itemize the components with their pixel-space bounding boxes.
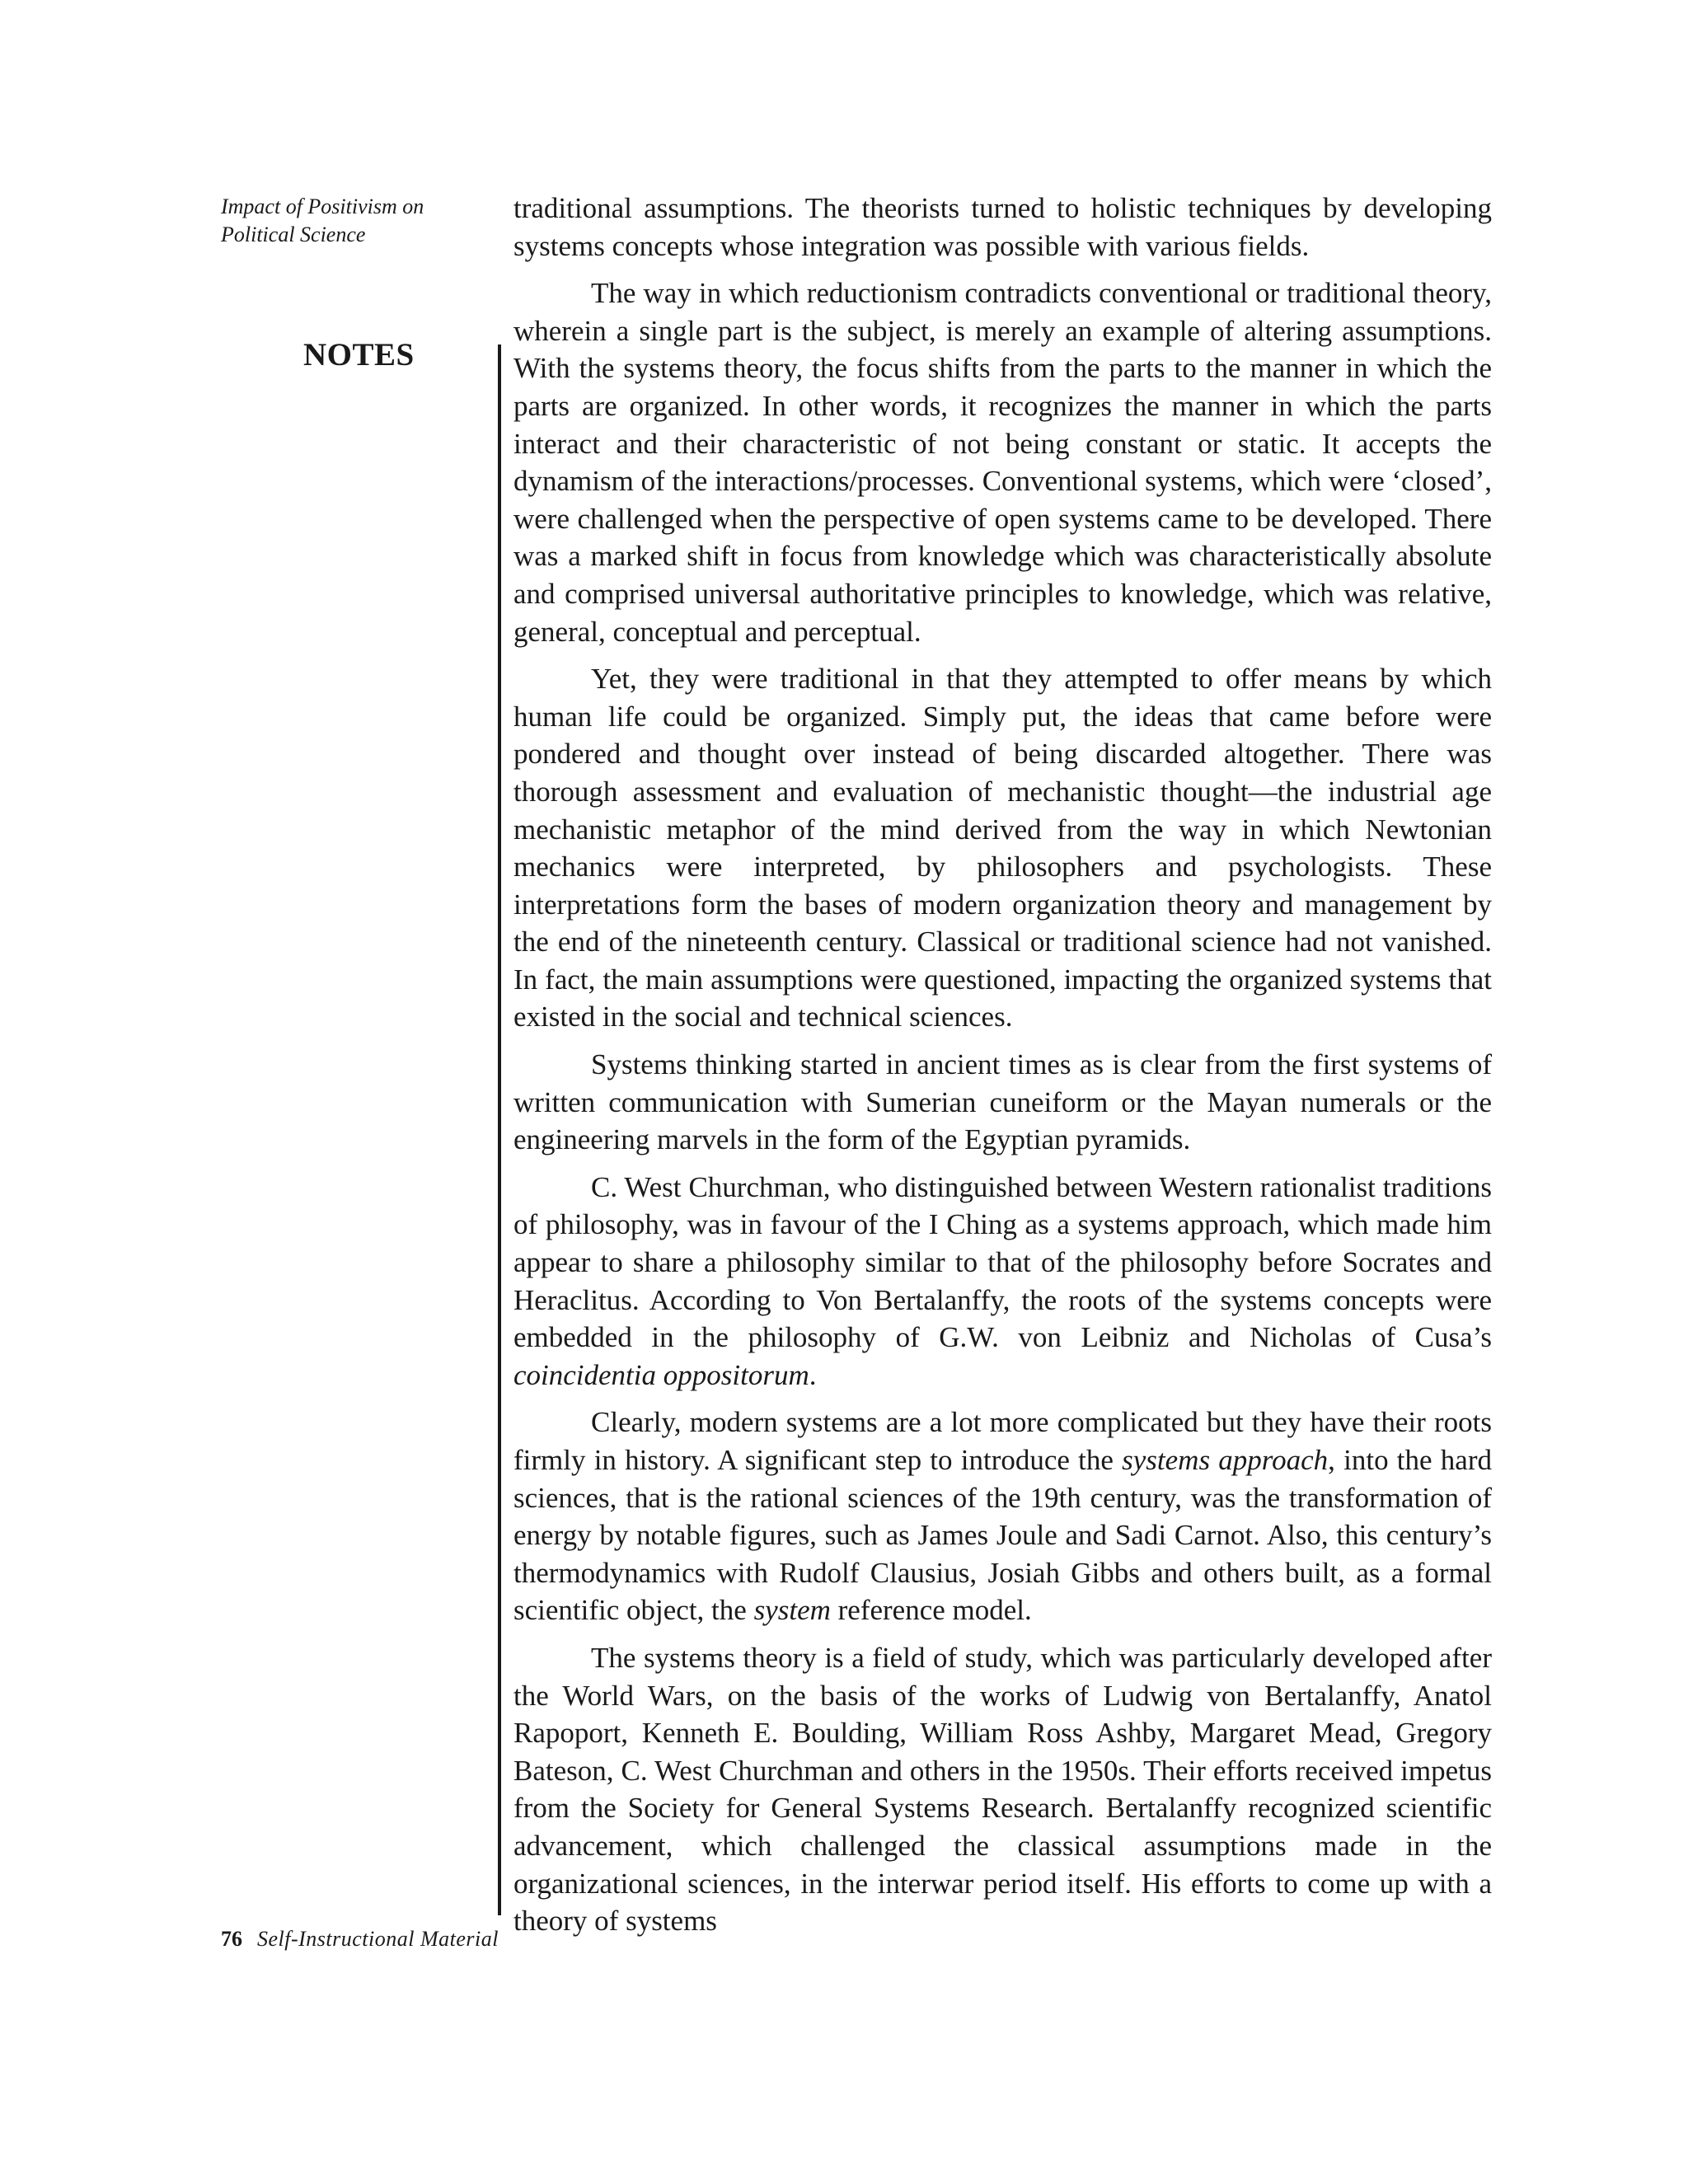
paragraph-4: Systems thinking started in ancient times as is clear from the first systems of written communication with Sumerian cuneiform or the Mayan numerals or the engineering marvels in the form of the Egyptian pyramids.: [513, 1048, 1492, 1156]
body-text: [513, 190, 1492, 1950]
running-head-line-1: Impact of Positivism on: [221, 194, 424, 218]
paragraph-6-emphasis-1: systems approach: [1122, 1444, 1329, 1476]
paragraph-5-text: C. West Churchman, who distinguished between Western rationalist traditions of philosophy, was in favour of the I Ching as a systems approach, which made him appear to share a philosophy similar to that of the philosophy before Socrates and Heraclitus. According to Von Bertalanffy, the roots of the systems concepts were embedded in the philosophy of G.W. von Leibniz and Nicholas of Cusa’s: [513, 1170, 1492, 1354]
paragraph-6: [513, 1404, 1492, 1629]
paragraph-6-emphasis-2: system: [753, 1594, 831, 1627]
page-number: 76: [221, 1927, 242, 1951]
paragraph-6-text-middle: , into the hard sciences, that is the rational sciences of the 19th century, was the transformation of energy by notable figures, such as James Joule and Sadi Carnot. Also, this century’s thermodynamics with Rudolf Clausius, Josiah Gibbs and others built, as a formal scientific object, the: [513, 1444, 1492, 1627]
paragraph-1: traditional assumptions. The theorists turned to holistic techniques by developing systems concepts whose integration was possible with various fields.: [513, 192, 1492, 262]
notes-heading: NOTES: [303, 337, 415, 373]
running-head-line-2: Political Science: [221, 223, 366, 246]
margin-divider-line: [498, 344, 501, 1915]
paragraph-6-text-start: Clearly, modern systems are a lot more complicated but they have their roots firmly in history. A significant step to introduce the: [513, 1406, 1492, 1476]
paragraph-2: The way in which reductionism contradicts conventional or traditional theory, wherein a single part is the subject, is merely an example of altering assumptions. With the systems theory, the focus shifts from the parts to the manner in which the parts are organized. In other words, it recognizes the manner in which the parts interact and their characteristic of not being constant or static. It accepts the dynamism of the interactions/processes. Conventional systems, which were ‘closed’, were challenged when the perspective of open systems came to be developed. There was a marked shift in focus from knowledge which was characteristically absolute and comprised universal authoritative principles to knowledge, which was relative, general, conceptual and perceptual.: [513, 277, 1492, 648]
footer-label: Self-Instructional Material: [257, 1927, 499, 1951]
paragraph-6-text-end: reference model.: [830, 1594, 1032, 1627]
running-head: [221, 193, 468, 249]
paragraph-5: [513, 1169, 1492, 1394]
paragraph-3: Yet, they were traditional in that they attempted to offer means by which human life could be organized. Simply put, the ideas that came before were pondered and thought over instead of being discarded altogether. There was thorough assessment and evaluation of mechanistic thought—the industrial age mechanistic metaphor of the mind derived from the way in which Newtonian mechanics were interpreted, by philosophers and psychologists. These interpretations form the bases of modern organization theory and management by the end of the nineteenth century. Classical or traditional science had not vanished. In fact, the main assumptions were questioned, impacting the organized systems that existed in the social and technical sciences.: [513, 663, 1492, 1033]
page-footer: [221, 1925, 499, 1953]
paragraph-5-end: .: [809, 1358, 817, 1391]
paragraph-5-emphasis: coincidentia oppositorum: [513, 1358, 809, 1391]
paragraph-7: The systems theory is a field of study, which was particularly developed after the World Wars, on the basis of the works of Ludwig von Bertalanffy, Anatol Rapoport, Kenneth E. Boulding, William Ross Ashby, Margaret Mead, Gregory Bateson, C. West Churchman and others in the 1950s. Their efforts received impetus from the Society for General Systems Research. Bertalanffy recognized scientific advancement, which challenged the classical assumptions made in the organizational sciences, in the interwar period itself. His efforts to come up with a theory of systems: [513, 1641, 1492, 1938]
